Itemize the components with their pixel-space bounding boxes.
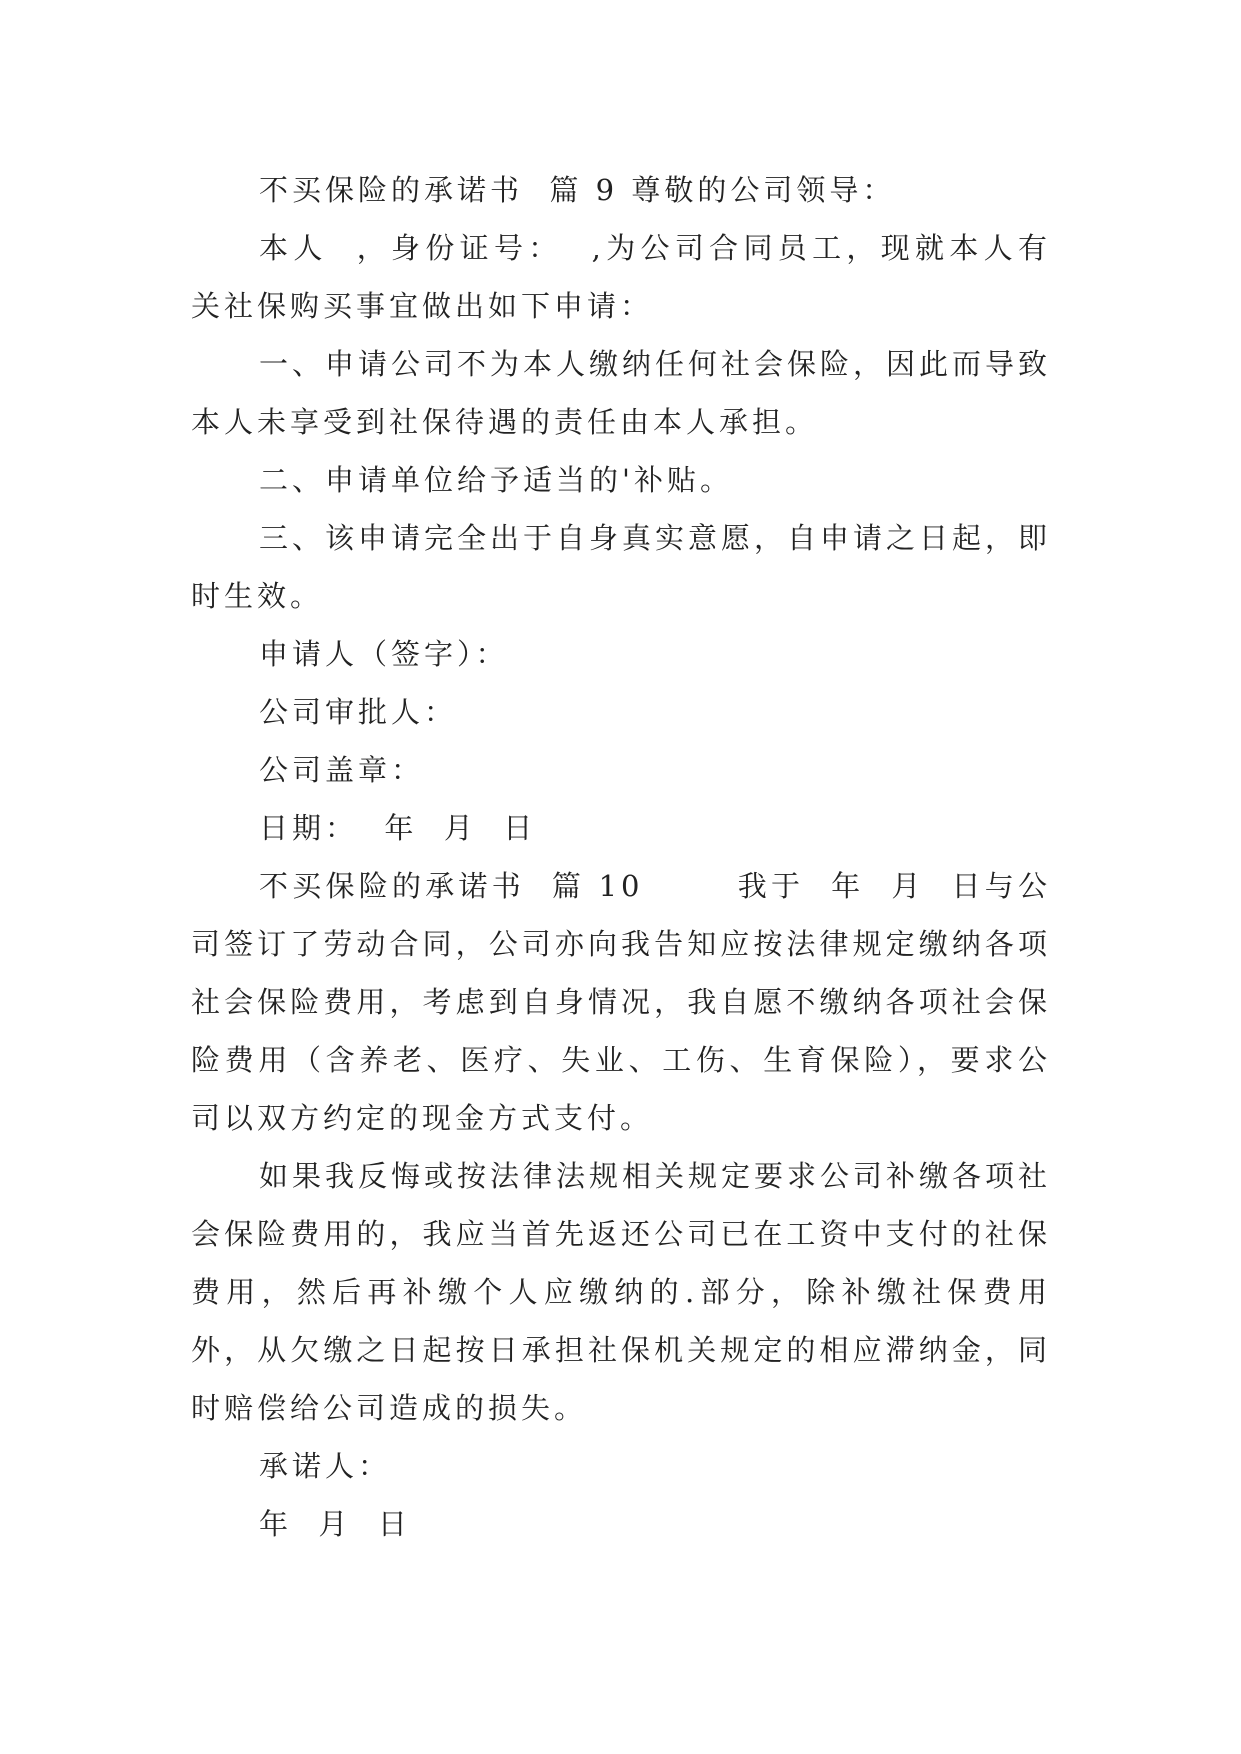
company-seal: 公司盖章： [259, 753, 425, 787]
paragraph-heading-9: 不买保险的承诺书 篇 9 尊敬的公司领导： [259, 173, 896, 207]
signature-approver: 公司审批人： [259, 695, 458, 729]
paragraph-clause-1: 一、申请公司不为本人缴纳任何社会保险，因此而导致本人未享受到社保待遇的责任由本人承担。 [191, 347, 1052, 439]
paragraph-heading-10: 不买保险的承诺书 篇 10 我于 年 月 日与公司签订了劳动合同，公司亦向我告知应按法律规定缴纳各项社会保险费用，考虑到自身情况，我自愿不缴纳各项社会保险费用（含养老、医疗、失业、工伤、生育保险），要求公司以双方约定的现金方式支付。 [191, 869, 1051, 1135]
signature-promisor: 承诺人： [259, 1449, 392, 1483]
signature-applicant: 申请人（签字）： [259, 637, 509, 671]
date-line-final: 年 月 日 [259, 1507, 411, 1541]
paragraph-clause-3: 三、该申请完全出于自身真实意愿，自申请之日起，即时生效。 [191, 521, 1052, 613]
date-line: 日期： 年 月 日 [259, 811, 537, 845]
document-body [191, 161, 1051, 1553]
paragraph-obligation: 如果我反悔或按法律法规相关规定要求公司补缴各项社会保险费用的，我应当首先返还公司已在工资中支付的社保费用，然后再补缴个人应缴纳的.部分，除补缴社保费用外，从欠缴之日起按日承担社保机关规定的相应滞纳金，同时赔偿给公司造成的损失。 [191, 1159, 1052, 1425]
paragraph-clause-2: 二、申请单位给予适当的'补贴。 [259, 463, 733, 497]
paragraph-applicant-info: 本人 ，身份证号： ,为公司合同员工，现就本人有关社保购买事宜做出如下申请： [191, 231, 1051, 323]
